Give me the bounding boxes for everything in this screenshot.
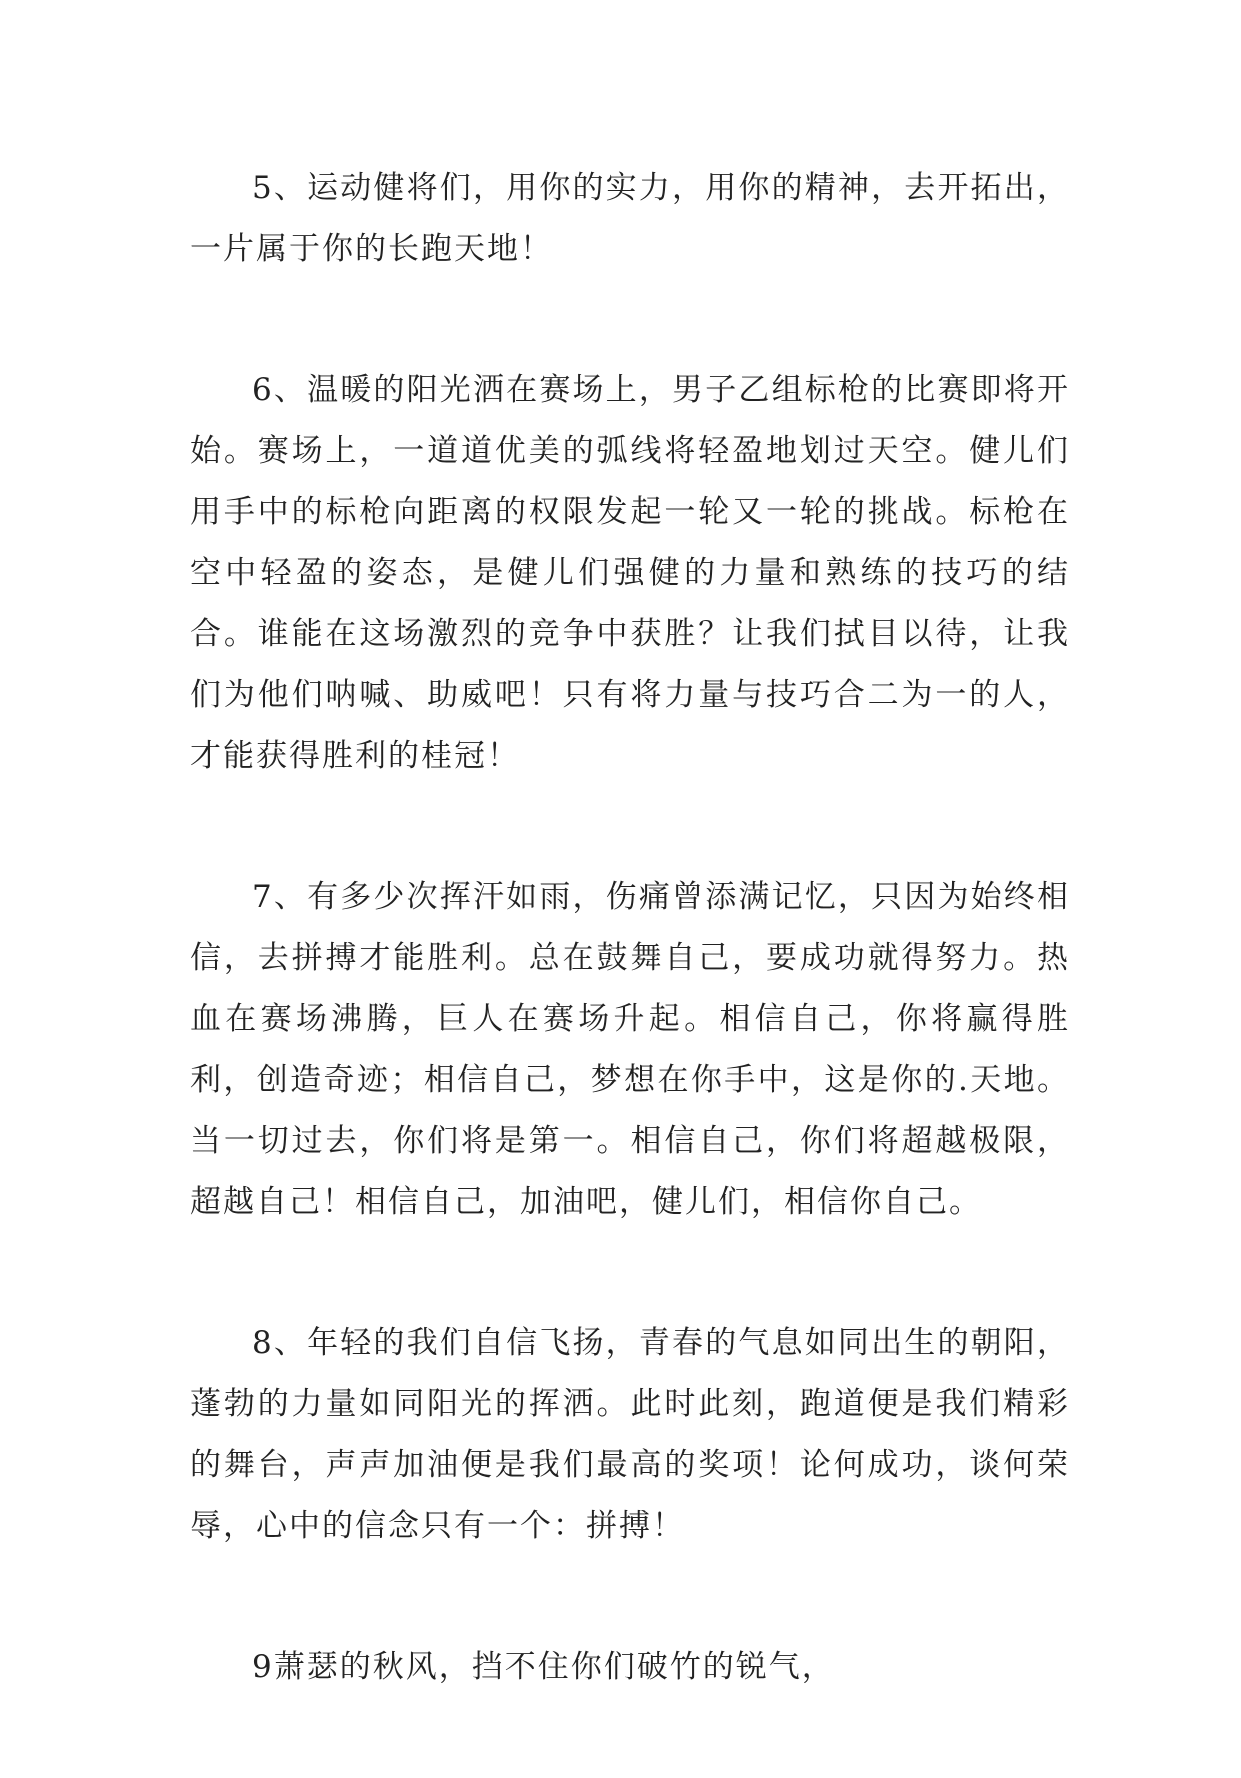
paragraph-5: 5、运动健将们，用你的实力，用你的精神，去开拓出，一片属于你的长跑天地！: [190, 170, 1070, 267]
paragraph-6: 6、温暖的阳光洒在赛场上，男子乙组标枪的比赛即将开始。赛场上，一道道优美的弧线将轻盈地划过天空。健儿们用手中的标枪向距离的权限发起一轮又一轮的挑战。标枪在空中轻盈的姿态，是健儿们强健的力量和熟练的技巧的结合。谁能在这场激烈的竞争中获胜？让我们拭目以待，让我们为他们呐喊、助威吧！只有将力量与技巧合二为一的人，才能获得胜利的桂冠！: [190, 372, 1070, 774]
paragraph-7: 7、有多少次挥汗如雨，伤痛曾添满记忆，只因为始终相信，去拼搏才能胜利。总在鼓舞自己，要成功就得努力。热血在赛场沸腾，巨人在赛场升起。相信自己，你将赢得胜利，创造奇迹；相信自己，梦想在你手中，这是你的.天地。当一切过去，你们将是第一。相信自己，你们将超越极限，超越自己！相信自己，加油吧，健儿们，相信你自己。: [190, 879, 1070, 1220]
paragraph-8: 8、年轻的我们自信飞扬，青春的气息如同出生的朝阳，蓬勃的力量如同阳光的挥洒。此时此刻，跑道便是我们精彩的舞台，声声加油便是我们最高的奖项！论何成功，谈何荣辱，心中的信念只有一个：拼搏！: [190, 1325, 1070, 1544]
paragraph-9: 9萧瑟的秋风，挡不住你们破竹的锐气，: [252, 1649, 835, 1685]
document-body: [190, 158, 1070, 1778]
